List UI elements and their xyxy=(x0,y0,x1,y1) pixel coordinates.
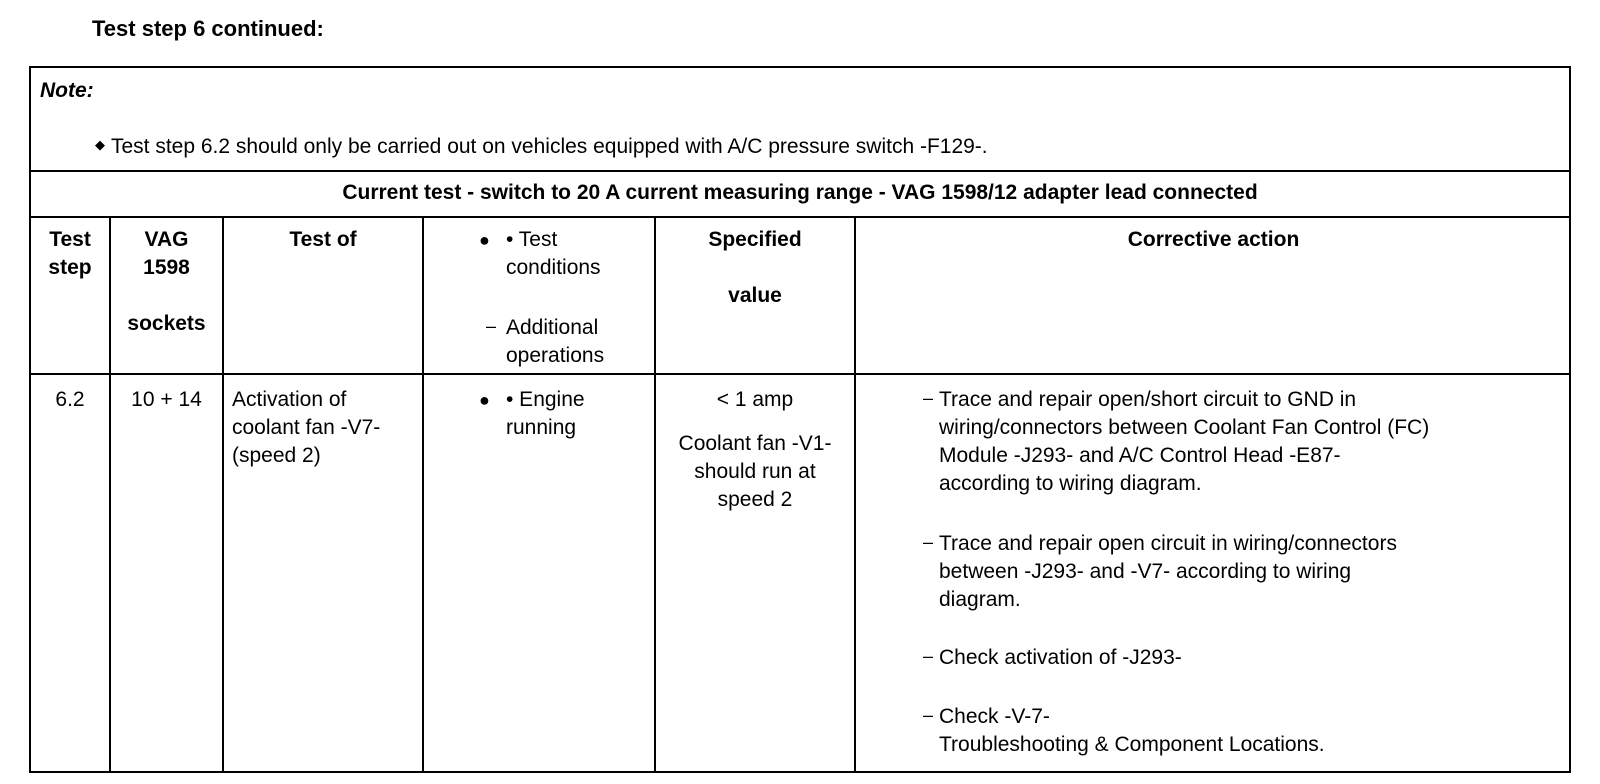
dash-icon: – xyxy=(486,316,497,336)
column-divider xyxy=(422,218,424,771)
row-sockets: 10 + 14 xyxy=(131,388,202,411)
page-title: Test step 6 continued: xyxy=(92,16,324,41)
bullet-icon: ● xyxy=(479,390,490,410)
table-grid: Test step VAG 1598 sockets Test of ● • Test conditions – Additional operations Specified value Corrective action 6.2 10 + 14 Activation of coolant fan -V7- (speed 2) ● • Engine running < 1 amp Coolant fan -V1- should run at speed 2 – Trace and repair open/short circuit to GND in wiring/connectors between Coolant Fan Control (FC) Module -J293- and A/C Control Head -E87- according to wiring diagram. – Trace and repair open circuit in wiring/connectors between -J293- and -V7- according to wiring diagram. – Check activation of -J293- – Check -V-7- Troubleshooting & Component Locations. xyxy=(31,218,1569,771)
row-test-of: Activation of coolant fan -V7- (speed 2) xyxy=(232,388,381,467)
test-table xyxy=(29,66,1571,773)
row-test-step: 6.2 xyxy=(55,388,85,411)
corrective-action-item: – Trace and repair open circuit in wiring/connectors between -J293- and -V7- according to wiring diagram. xyxy=(939,530,1539,614)
diamond-bullet-icon: ◆ xyxy=(95,137,105,152)
row-divider xyxy=(31,373,1569,375)
dash-icon: – xyxy=(923,705,934,725)
header-test-step: Test step xyxy=(48,228,92,279)
note-label: Note: xyxy=(40,79,94,102)
dash-icon: – xyxy=(923,532,934,552)
corrective-action-item: – Check -V-7- Troubleshooting & Component Locations. xyxy=(939,703,1539,759)
header-corrective-action: Corrective action xyxy=(1127,228,1300,251)
column-divider xyxy=(222,218,224,771)
note-section xyxy=(31,68,1569,172)
bullet-icon: ● xyxy=(479,230,490,250)
note-item: ◆ Test step 6.2 should only be carried out on vehicles equipped with A/C pressure switch -F129-. xyxy=(95,135,988,158)
corrective-action-item: – Trace and repair open/short circuit to GND in wiring/connectors between Coolant Fan Control (FC) Module -J293- and A/C Control Head -E87- according to wiring diagram. xyxy=(939,386,1539,498)
column-divider xyxy=(854,218,856,771)
corrective-action-item: – Check activation of -J293- xyxy=(939,644,1539,672)
dash-icon: – xyxy=(923,388,934,408)
table-banner: Current test - switch to 20 A current measuring range - VAG 1598/12 adapter lead connected xyxy=(31,172,1569,218)
row-specified-value: < 1 amp Coolant fan -V1- should run at speed 2 xyxy=(678,388,832,511)
header-vag-sockets: VAG 1598 sockets xyxy=(127,228,206,335)
header-test-of: Test of xyxy=(289,228,357,251)
header-specified-value: Specified value xyxy=(708,228,802,307)
dash-icon: – xyxy=(923,646,934,666)
